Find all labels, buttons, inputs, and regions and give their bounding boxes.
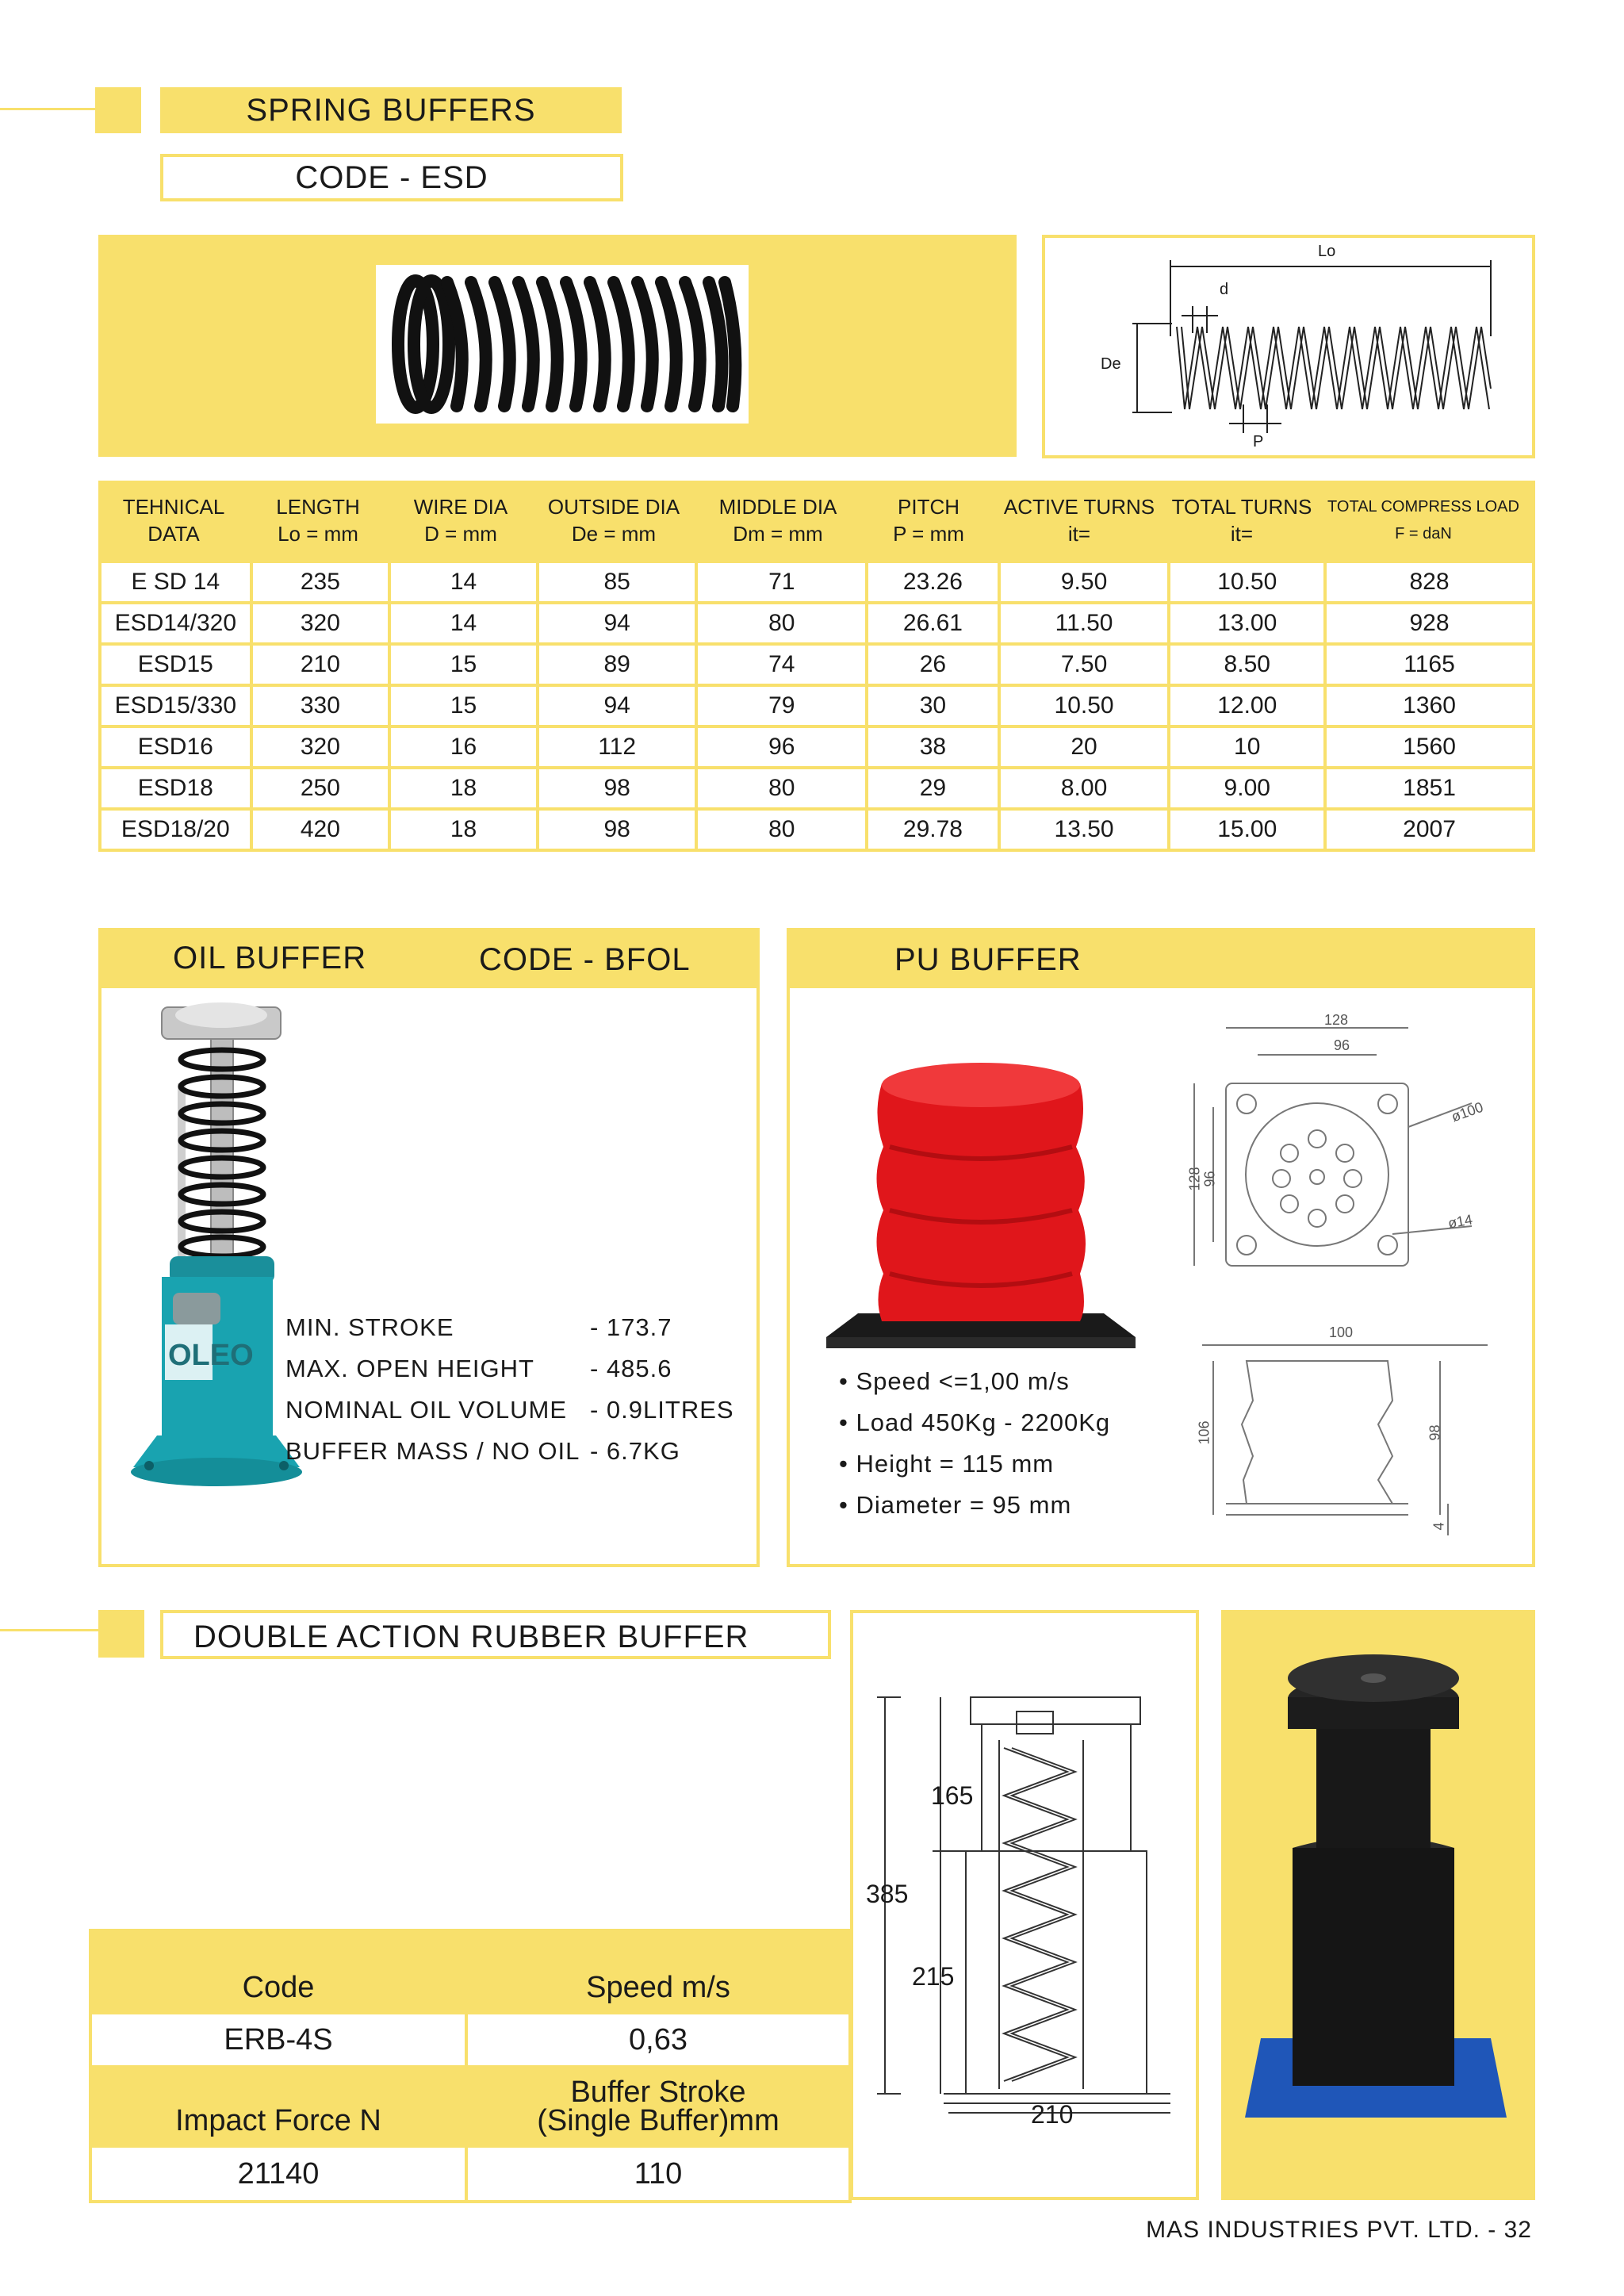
dim-385: 385 xyxy=(866,1880,909,1908)
table-cell: 112 xyxy=(538,726,697,768)
table-cell: 15 xyxy=(389,644,538,685)
table-cell: 96 xyxy=(696,726,867,768)
table-cell: 235 xyxy=(251,562,390,603)
header-cell: MIDDLE DIA Dm = mm xyxy=(718,495,837,546)
header-cell: TOTAL COMPRESS LOAD F = daN xyxy=(1327,498,1519,542)
table-cell: 85 xyxy=(538,562,697,603)
header-cell: OUTSIDE DIA De = mm xyxy=(547,495,680,546)
rubber-title: DOUBLE ACTION RUBBER BUFFER xyxy=(193,1619,749,1654)
pu-buffer-section xyxy=(787,928,1535,1567)
table-cell: 98 xyxy=(538,809,697,850)
table-cell: 8.00 xyxy=(999,768,1170,809)
table-row xyxy=(100,603,1534,644)
table-cell: 89 xyxy=(538,644,697,685)
pu-dim-106: 106 xyxy=(1196,1420,1212,1445)
bullet-item: • Diameter = 95 mm xyxy=(839,1491,1072,1519)
pu-dim-98: 98 xyxy=(1427,1424,1443,1441)
speed-label: Speed m/s xyxy=(466,1930,850,2013)
stroke-label: Buffer Stroke (Single Buffer)mm xyxy=(466,2067,850,2146)
table-cell: ESD16 xyxy=(100,726,251,768)
pu-title: PU BUFFER xyxy=(894,942,1082,977)
accent-line-bottom xyxy=(0,1629,98,1631)
rubber-buffer-photo xyxy=(1221,1610,1535,2200)
stroke-value: 110 xyxy=(466,2146,850,2202)
table-cell: 250 xyxy=(251,768,390,809)
spec-row: MIN. STROKE - 173.7 xyxy=(285,1313,672,1341)
table-row xyxy=(100,644,1534,685)
page-footer: MAS INDUSTRIES PVT. LTD. - 32 xyxy=(1146,2217,1532,2243)
rubber-spec-table xyxy=(89,1929,852,2203)
table-cell: 13.50 xyxy=(999,809,1170,850)
table-cell: ESD14/320 xyxy=(100,603,251,644)
table-cell: 94 xyxy=(538,685,697,726)
table-cell: 1360 xyxy=(1325,685,1534,726)
oil-code: CODE - BFOL xyxy=(479,942,691,977)
diagram-label-lo: Lo xyxy=(1318,243,1336,260)
table-cell: 2007 xyxy=(1325,809,1534,850)
pu-buffer-image xyxy=(818,1060,1151,1377)
table-cell: ESD18/20 xyxy=(100,809,251,850)
table-cell: 9.00 xyxy=(1169,768,1325,809)
pu-dim-4: 4 xyxy=(1431,1522,1447,1531)
table-cell: 420 xyxy=(251,809,390,850)
table-cell: 1851 xyxy=(1325,768,1534,809)
diagram-label-de: De xyxy=(1101,355,1121,373)
spec-row: MAX. OPEN HEIGHT - 485.6 xyxy=(285,1355,672,1382)
table-row xyxy=(100,685,1534,726)
table-cell: 98 xyxy=(538,768,697,809)
table-cell: 26.61 xyxy=(867,603,999,644)
table-cell: 1560 xyxy=(1325,726,1534,768)
bullet-item: • Height = 115 mm xyxy=(839,1450,1055,1478)
table-cell: 18 xyxy=(389,768,538,809)
table-cell: 330 xyxy=(251,685,390,726)
pu-dimension-drawing xyxy=(1170,996,1511,1535)
spring-dimension-diagram xyxy=(1045,238,1532,455)
table-cell: 20 xyxy=(999,726,1170,768)
table-cell: 38 xyxy=(867,726,999,768)
oil-specs xyxy=(285,1307,734,1472)
code-label: Code xyxy=(90,1930,466,2013)
pu-dim-96-side: 96 xyxy=(1201,1171,1218,1187)
bullet-item: • Speed <=1,00 m/s xyxy=(839,1367,1070,1395)
table-cell: 10.50 xyxy=(1169,562,1325,603)
pu-body xyxy=(787,985,1535,1567)
table-cell: 29.78 xyxy=(867,809,999,850)
table-cell: 828 xyxy=(1325,562,1534,603)
table-cell: 80 xyxy=(696,603,867,644)
dim-165: 165 xyxy=(931,1781,974,1810)
table-cell: 94 xyxy=(538,603,697,644)
pu-dim-128-top: 128 xyxy=(1324,1012,1349,1028)
spring-code: CODE - ESD xyxy=(160,154,623,201)
table-cell: 23.26 xyxy=(867,562,999,603)
table-cell: 14 xyxy=(389,603,538,644)
spec-table-header xyxy=(98,481,1535,560)
spec-row: BUFFER MASS / NO OIL - 6.7KG xyxy=(285,1437,680,1465)
table-cell: 13.00 xyxy=(1169,603,1325,644)
table-cell: 15.00 xyxy=(1169,809,1325,850)
table-cell: 12.00 xyxy=(1169,685,1325,726)
table-cell: 8.50 xyxy=(1169,644,1325,685)
pu-dim-phi100: ø100 xyxy=(1449,1098,1486,1125)
spring-spec-table xyxy=(98,481,1535,852)
table-cell: 18 xyxy=(389,809,538,850)
table-cell: 928 xyxy=(1325,603,1534,644)
oil-brand-text: OLEO xyxy=(168,1339,254,1372)
header-cell: PITCH P = mm xyxy=(893,495,964,546)
table-cell: 80 xyxy=(696,768,867,809)
pu-dim-96-top: 96 xyxy=(1334,1037,1350,1053)
oil-buffer-section xyxy=(98,928,760,1567)
table-cell: 320 xyxy=(251,603,390,644)
table-cell: ESD15 xyxy=(100,644,251,685)
table-cell: 320 xyxy=(251,726,390,768)
spring-photo-panel xyxy=(98,235,1017,457)
table-cell: 10 xyxy=(1169,726,1325,768)
table-cell: 7.50 xyxy=(999,644,1170,685)
table-cell: 210 xyxy=(251,644,390,685)
oil-title: OIL BUFFER xyxy=(173,941,367,976)
table-cell: 11.50 xyxy=(999,603,1170,644)
rubber-photo-panel xyxy=(1221,1610,1535,2200)
accent-square-bottom xyxy=(98,1610,144,1658)
header-cell: WIRE DIA D = mm xyxy=(413,495,508,546)
code-value: ERB-4S xyxy=(90,2013,466,2067)
header-cell: TOTAL TURNS it= xyxy=(1171,495,1312,546)
header-cell: ACTIVE TURNS it= xyxy=(1003,495,1155,546)
accent-line-top xyxy=(0,108,95,110)
pu-dim-phi14: ø14 xyxy=(1446,1211,1474,1232)
dim-215: 215 xyxy=(912,1962,955,1991)
table-cell: 14 xyxy=(389,562,538,603)
table-cell: ESD15/330 xyxy=(100,685,251,726)
pu-dim-100: 100 xyxy=(1329,1324,1354,1340)
coil-spring-image xyxy=(98,235,1017,457)
table-cell: 16 xyxy=(389,726,538,768)
speed-value: 0,63 xyxy=(466,2013,850,2067)
diagram-label-p: P xyxy=(1253,433,1264,450)
table-cell: 30 xyxy=(867,685,999,726)
spring-title: SPRING BUFFERS xyxy=(160,87,622,133)
table-cell: 9.50 xyxy=(999,562,1170,603)
impact-value: 21140 xyxy=(90,2146,466,2202)
diagram-label-d: d xyxy=(1220,281,1229,298)
table-cell: 74 xyxy=(696,644,867,685)
table-cell: 26 xyxy=(867,644,999,685)
header-cell: LENGTH Lo = mm xyxy=(276,495,360,546)
spring-diagram-panel xyxy=(1042,235,1535,458)
oil-body xyxy=(98,985,760,1567)
spec-table-body xyxy=(98,560,1535,852)
spec-row: NOMINAL OIL VOLUME - 0.9LITRES xyxy=(285,1396,734,1424)
table-cell: 71 xyxy=(696,562,867,603)
table-row xyxy=(100,562,1534,603)
table-row xyxy=(100,809,1534,850)
header-cell: TEHNICAL DATA xyxy=(122,495,225,546)
bullet-item: • Load 450Kg - 2200Kg xyxy=(839,1409,1111,1436)
table-cell: 1165 xyxy=(1325,644,1534,685)
dim-210: 210 xyxy=(1031,2100,1074,2129)
impact-label: Impact Force N xyxy=(90,2067,466,2146)
rubber-drawing-panel xyxy=(850,1610,1199,2200)
table-cell: ESD18 xyxy=(100,768,251,809)
pu-bullets xyxy=(814,1361,1110,1526)
table-row xyxy=(100,768,1534,809)
pu-dim-128-side: 128 xyxy=(1186,1167,1203,1191)
table-cell: E SD 14 xyxy=(100,562,251,603)
table-cell: 80 xyxy=(696,809,867,850)
table-cell: 29 xyxy=(867,768,999,809)
table-cell: 15 xyxy=(389,685,538,726)
table-row xyxy=(100,726,1534,768)
table-cell: 10.50 xyxy=(999,685,1170,726)
accent-square-top xyxy=(95,87,141,133)
table-cell: 79 xyxy=(696,685,867,726)
